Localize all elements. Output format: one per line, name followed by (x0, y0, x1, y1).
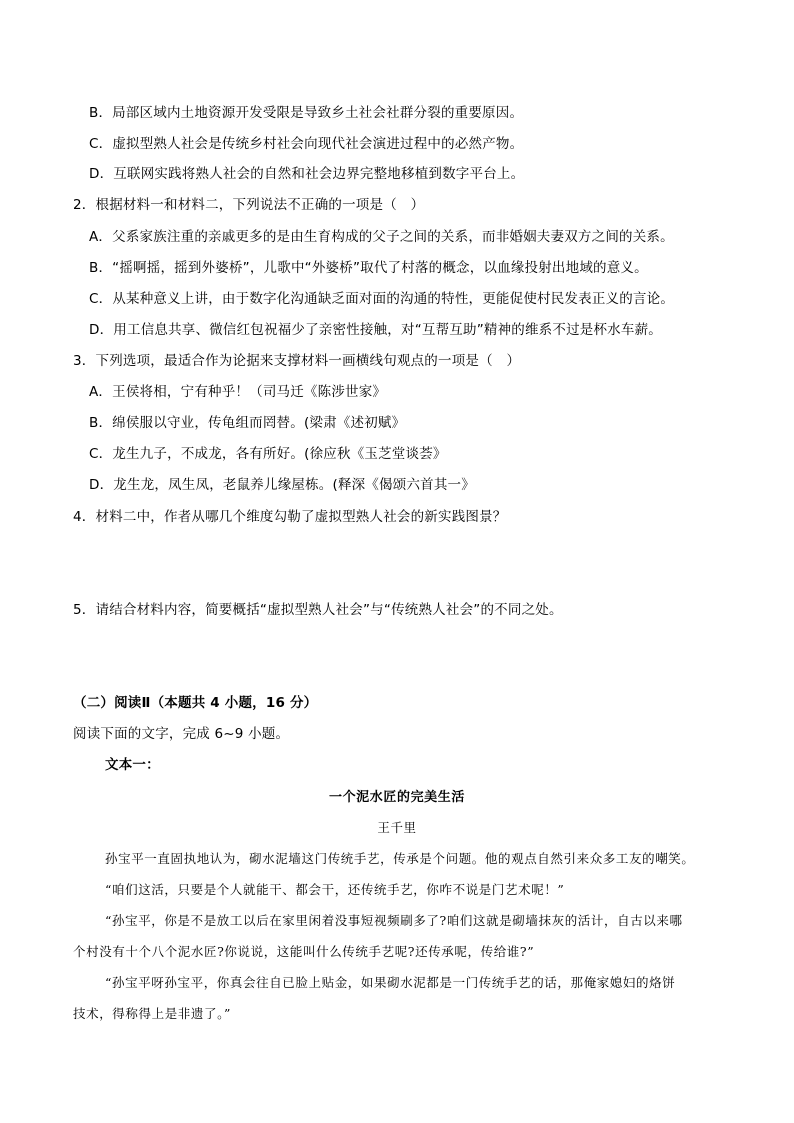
story-author: 王千里 (377, 820, 417, 835)
story-title: 一个泥水匠的完美生活 (328, 790, 465, 805)
q2-stem: 2．根据材料一和材料二，下列说法不正确的一项是（ ） (73, 197, 425, 213)
story-paragraph: 孙宝平一直固执地认为，砌水泥墙这门传统手艺，传承是个问题。他的观点自然引来众多工友的嘲笑。 (105, 851, 695, 866)
q2-option-a: A．父系家族注重的亲戚更多的是由生育构成的父子之间的关系，而非婚姻夫妻双方之间的关系。 (89, 229, 674, 245)
q3-option-a: A．王侯将相，宁有种乎！（司马迁《陈涉世家》 (89, 384, 387, 400)
q3-option-d: D．龙生龙，凤生凤，老鼠养儿缘屋栋。(释深《偈颂六首其一》 (89, 477, 475, 493)
q2-option-c: C．从某种意义上讲，由于数字化沟通缺乏面对面的沟通的特性，更能促使村民发表正义的言论。 (89, 291, 675, 307)
section-heading: （二）阅读Ⅱ（本题共 4 小题，16 分） (73, 695, 318, 711)
text-label: 文本一： (105, 757, 160, 773)
q4-stem: 4．材料二中，作者从哪几个维度勾勒了虚拟型熟人社会的新实践图景？ (73, 509, 507, 525)
q1-option-c: C．虚拟型熟人社会是传统乡村社会向现代社会演进过程中的必然产物。 (89, 136, 524, 152)
q5-stem: 5．请结合材料内容，简要概括“虚拟型熟人社会”与“传统熟人社会”的不同之处。 (73, 602, 563, 618)
story-paragraph: “咱们这活，只要是个人就能干、都会干，还传统手艺，你咋不说是门艺术呢！” (105, 882, 565, 897)
story-paragraph-continued: 技术，得称得上是非遗了。” (73, 1006, 231, 1021)
q3-stem: 3．下列选项，最适合作为论据来支撑材料一画横线句观点的一项是（ ） (73, 353, 521, 369)
story-paragraph: “孙宝平，你是不是放工以后在家里闲着没事短视频刷多了?咱们这就是砌墙抹灰的活计，自古以来哪 (105, 913, 683, 928)
q1-option-d: D．互联网实践将熟人社会的自然和社会边界完整地移植到数字平台上。 (89, 166, 525, 182)
q3-option-c: C．龙生九子，不成龙，各有所好。(徐应秋《玉芝堂谈荟》 (89, 446, 447, 462)
q2-option-b: B．“摇啊摇，摇到外婆桥”，儿歌中“外婆桥”取代了村落的概念，以血缘投射出地域的意义。 (89, 260, 648, 276)
story-paragraph-continued: 个村没有十个八个泥水匠?你说说，这能叫什么传统手艺呢?还传承呢，传给谁?” (73, 944, 535, 959)
q3-option-b: B．绵侯服以守业，传龟组而罔替。(梁肃《述初赋》 (89, 415, 406, 431)
q2-option-d: D．用工信息共享、微信红包祝福少了亲密性接触，对“互帮互助”精神的维系不过是杯水车薪。 (89, 322, 662, 338)
reading-instruction: 阅读下面的文字，完成 6~9 小题。 (73, 726, 290, 742)
story-paragraph: “孙宝平呀孙宝平，你真会往自已脸上贴金，如果砌水泥都是一门传统手艺的话，那俺家媳妇的烙饼 (105, 975, 676, 990)
q1-option-b: B．局部区域内土地资源开发受限是导致乡土社会社群分裂的重要原因。 (89, 105, 524, 121)
